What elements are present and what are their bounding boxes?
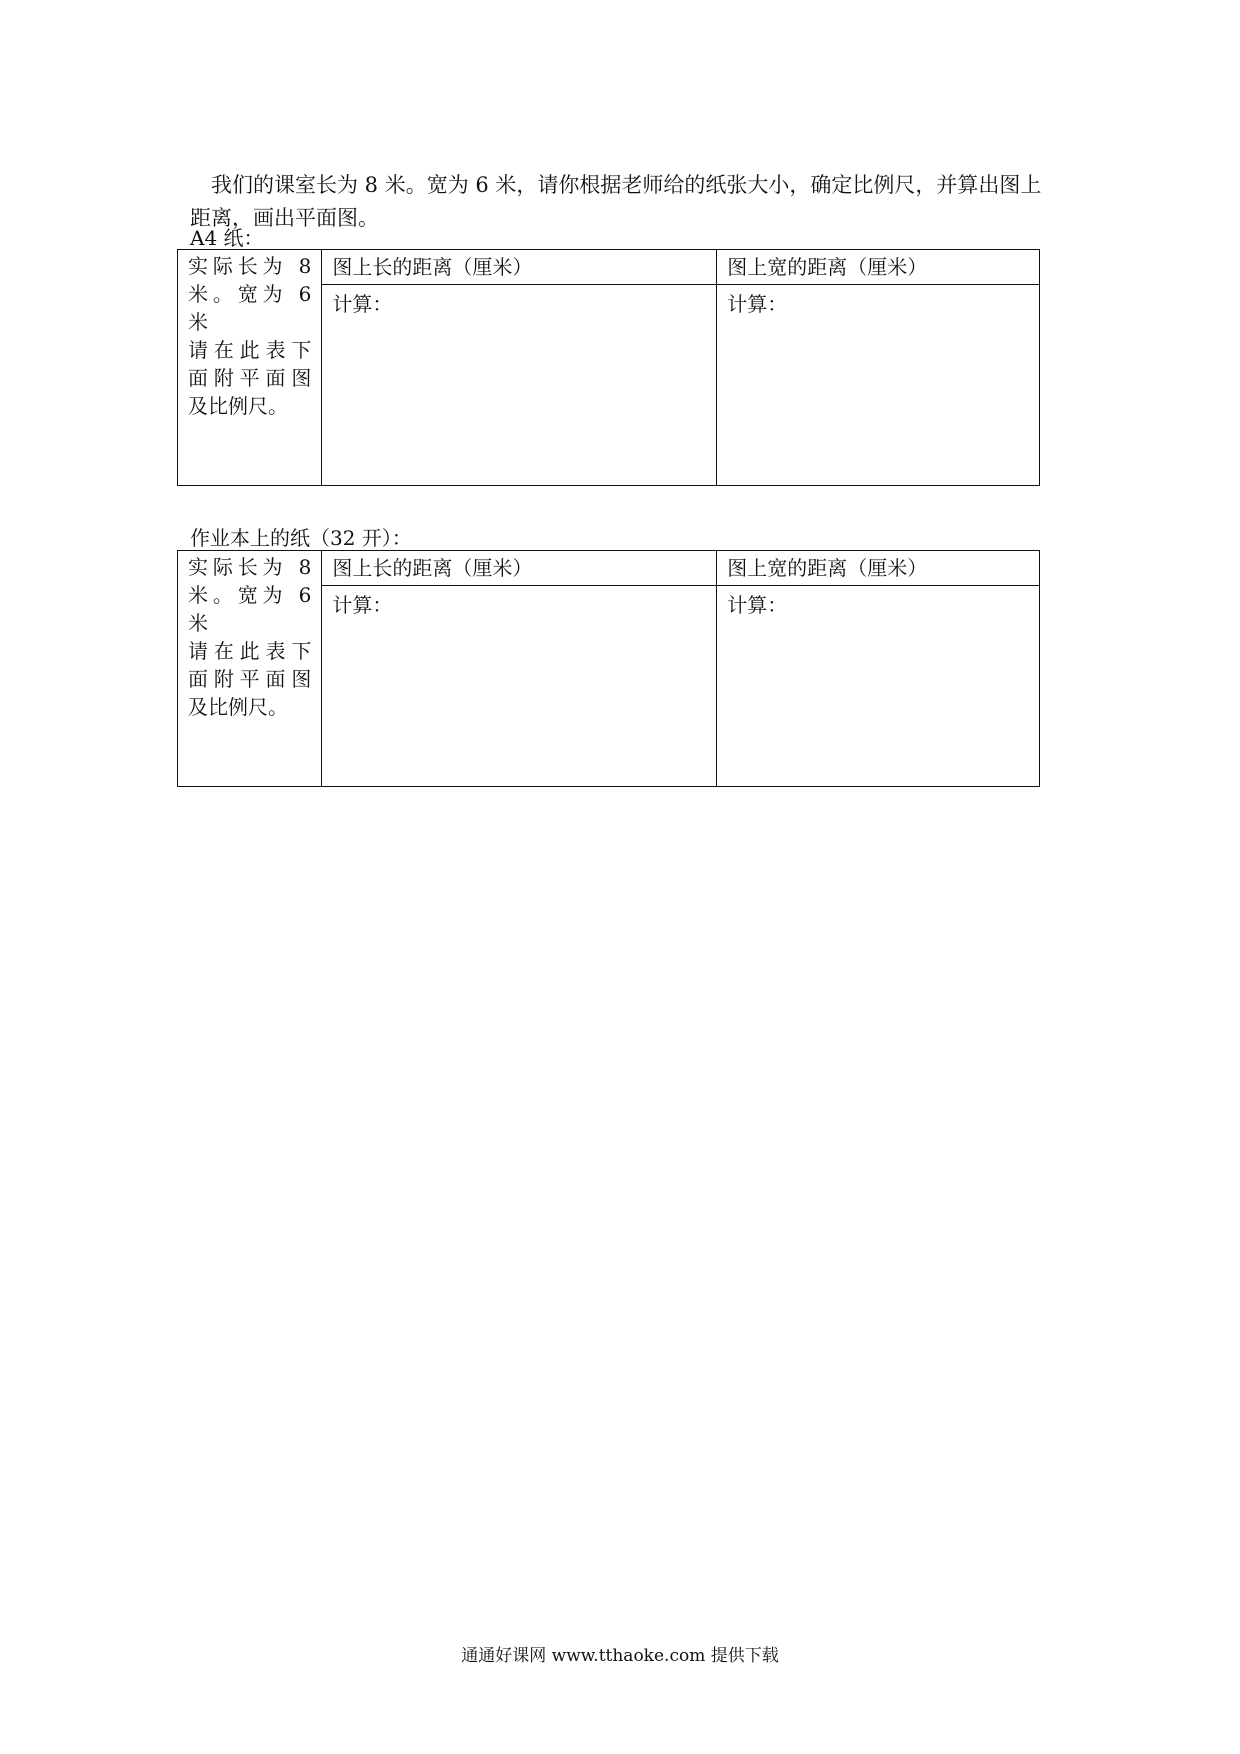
section-label-a4: A4 纸： xyxy=(190,226,264,250)
actual-size-cell xyxy=(178,551,322,787)
section-label-32k: 作业本上的纸（32 开）： xyxy=(190,526,412,550)
calc-length-cell[interactable] xyxy=(322,586,717,787)
calc-length-cell[interactable] xyxy=(322,285,717,486)
calc-length-label: 计算： xyxy=(332,292,393,316)
actual-size-line: 面附平面图 xyxy=(188,366,312,390)
table-a4 xyxy=(177,249,1040,486)
header-map-length: 图上长的距离（厘米） xyxy=(322,250,717,285)
calc-width-label: 计算： xyxy=(727,593,788,617)
table-32k xyxy=(177,550,1040,787)
calc-width-cell[interactable] xyxy=(717,586,1040,787)
actual-size-line: 米。宽为 6 xyxy=(188,282,312,306)
intro-paragraph: 我们的课室长为 8 米。宽为 6 米，请你根据老师给的纸张大小，确定比例尺，并算出图上距离，画出平面图。 xyxy=(190,173,1042,230)
calc-width-label: 计算： xyxy=(727,292,788,316)
actual-size-line: 实际长为 8 xyxy=(188,555,312,579)
actual-size-cell xyxy=(178,250,322,486)
actual-size-line: 实际长为 8 xyxy=(188,254,312,278)
header-map-width: 图上宽的距离（厘米） xyxy=(717,551,1040,586)
actual-size-line: 米 xyxy=(188,611,208,635)
actual-size-line: 请在此表下 xyxy=(188,639,312,663)
actual-size-line: 面附平面图 xyxy=(188,667,312,691)
footer-note: 通通好课网 www.tthaoke.com 提供下载 xyxy=(461,1646,779,1666)
header-map-width: 图上宽的距离（厘米） xyxy=(717,250,1040,285)
actual-size-line: 米 xyxy=(188,310,208,334)
actual-size-line: 米。宽为 6 xyxy=(188,583,312,607)
actual-size-line: 及比例尺。 xyxy=(188,394,288,418)
header-map-length: 图上长的距离（厘米） xyxy=(322,551,717,586)
calc-length-label: 计算： xyxy=(332,593,393,617)
calc-width-cell[interactable] xyxy=(717,285,1040,486)
actual-size-line: 及比例尺。 xyxy=(188,695,288,719)
actual-size-line: 请在此表下 xyxy=(188,338,312,362)
